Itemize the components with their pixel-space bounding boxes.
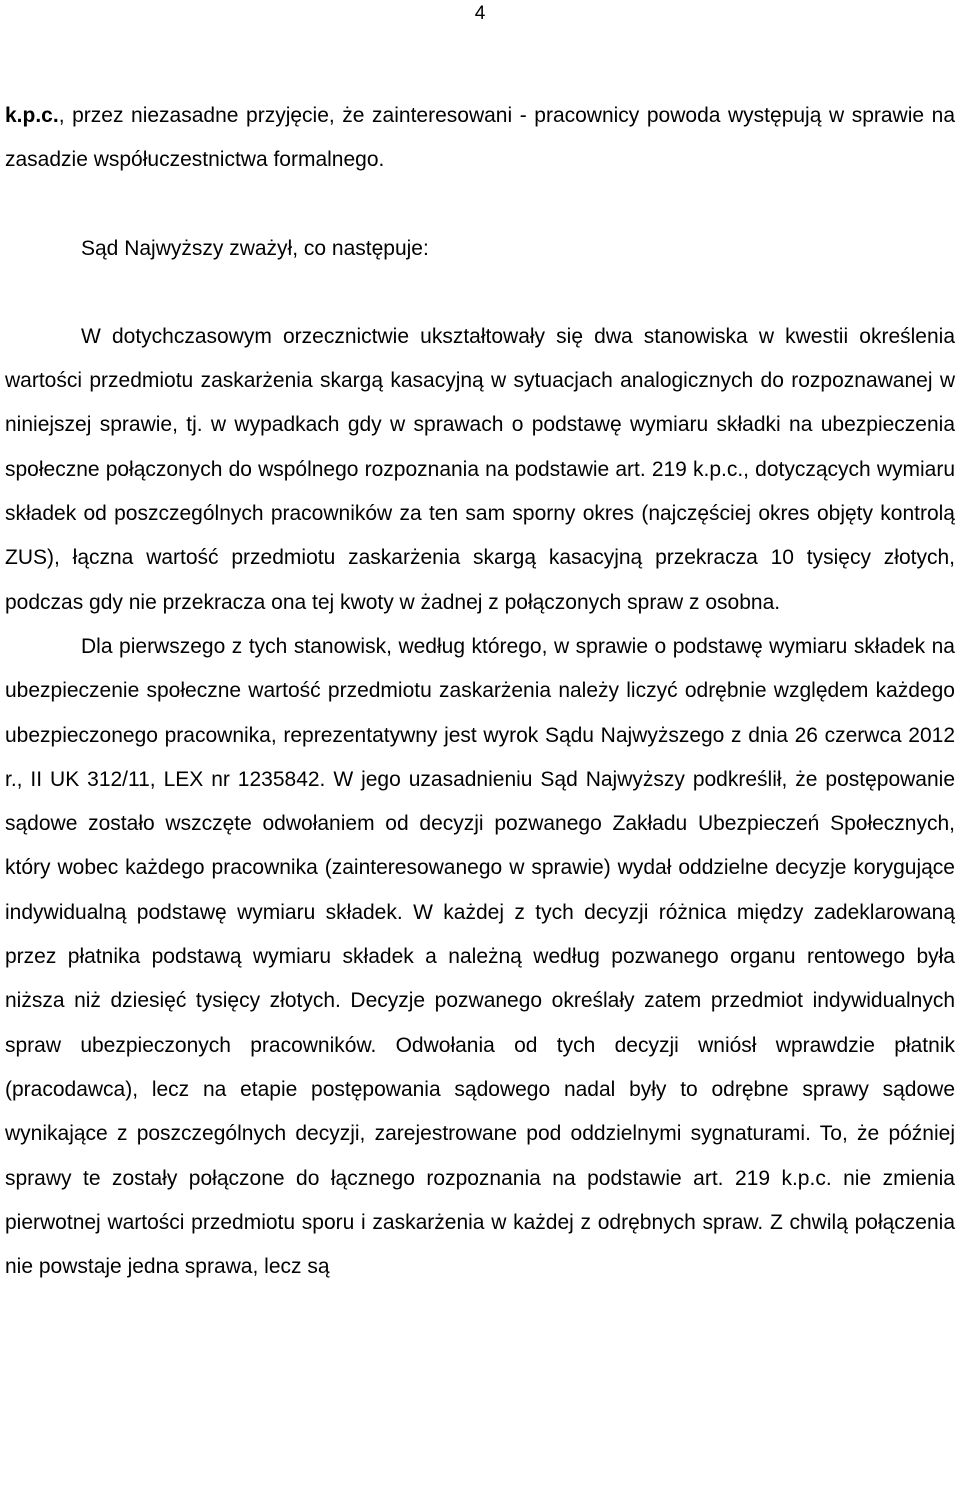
kpc-reference: k.p.c. <box>5 104 59 127</box>
paragraph-two-positions: W dotychczasowym orzecznictwie ukształtowały się dwa stanowiska w kwestii określenia wartości przedmiotu zaskarżenia skargą kasacyjną w sytuacjach analogicznych do rozpoznawanej w niniejszej sprawie, tj. w wypadkach gdy w sprawach o podstawę wymiaru składki na ubezpieczenia społeczne połączonych do wspólnego rozpoznania na podstawie art. 219 k.p.c., dotyczących wymiaru składek od poszczególnych pracowników za ten sam sporny okres (najczęściej okres objęty kontrolą ZUS), łączna wartość przedmiotu zaskarżenia skargą kasacyjną przekracza 10 tysięcy złotych, podczas gdy nie przekracza ona tej kwoty w żadnej z połączonych spraw z osobna. <box>5 324 955 614</box>
court-considered-heading: Sąd Najwyższy zważył, co następuje: <box>81 236 429 260</box>
paragraph-first-position: Dla pierwszego z tych stanowisk, według którego, w sprawie o podstawę wymiaru składek na ubezpieczenie społeczne wartość przedmiotu zaskarżenia należy liczyć odrębnie względem każdego ubezpieczonego pracownika, reprezentatywny jest wyrok Sądu Najwyższego z dnia 26 czerwca 2012 r., II UK 312/11, LEX nr 1235842. W jego uzasadnieniu Sąd Najwyższy podkreślił, że postępowanie sądowe zostało wszczęte odwołaniem od decyzji pozwanego Zakładu Ubezpieczeń Społecznych, który wobec każdego pracownika (zainteresowanego w sprawie) wydał oddzielne decyzje korygujące indywidualną podstawę wymiaru składek. W każdej z tych decyzji różnica między zadeklarowaną przez płatnika podstawą wymiaru składek a należną według pozwanego organu rentowego była niższa niż dziesięć tysięcy złotych. Decyzje pozwanego określały zatem przedmiot indywidualnych spraw ubezpieczonych pracowników. Odwołania od tych decyzji wniósł wprawdzie płatnik (pracodawca), lecz na etapie postępowania sądowego nadal były to odrębne sprawy sądowe wynikające z poszczególnych decyzji, zarejestrowane pod oddzielnymi sygnaturami. To, że później sprawy te zostały połączone do łącznego rozpoznania na podstawie art. 219 k.p.c. nie zmienia pierwotnej wartości przedmiotu sporu i zaskarżenia w każdej z odrębnych spraw. Z chwilą połączenia nie powstaje jedna sprawa, lecz są <box>5 634 955 1279</box>
document-body <box>5 94 955 1289</box>
paragraph-grounds-continuation <box>5 94 955 183</box>
paragraph-text: , przez niezasadne przyjęcie, że zainteresowani - pracownicy powoda występują w sprawie na zasadzie współuczestnictwa formalnego. <box>5 104 955 172</box>
page-number: 4 <box>474 3 486 24</box>
